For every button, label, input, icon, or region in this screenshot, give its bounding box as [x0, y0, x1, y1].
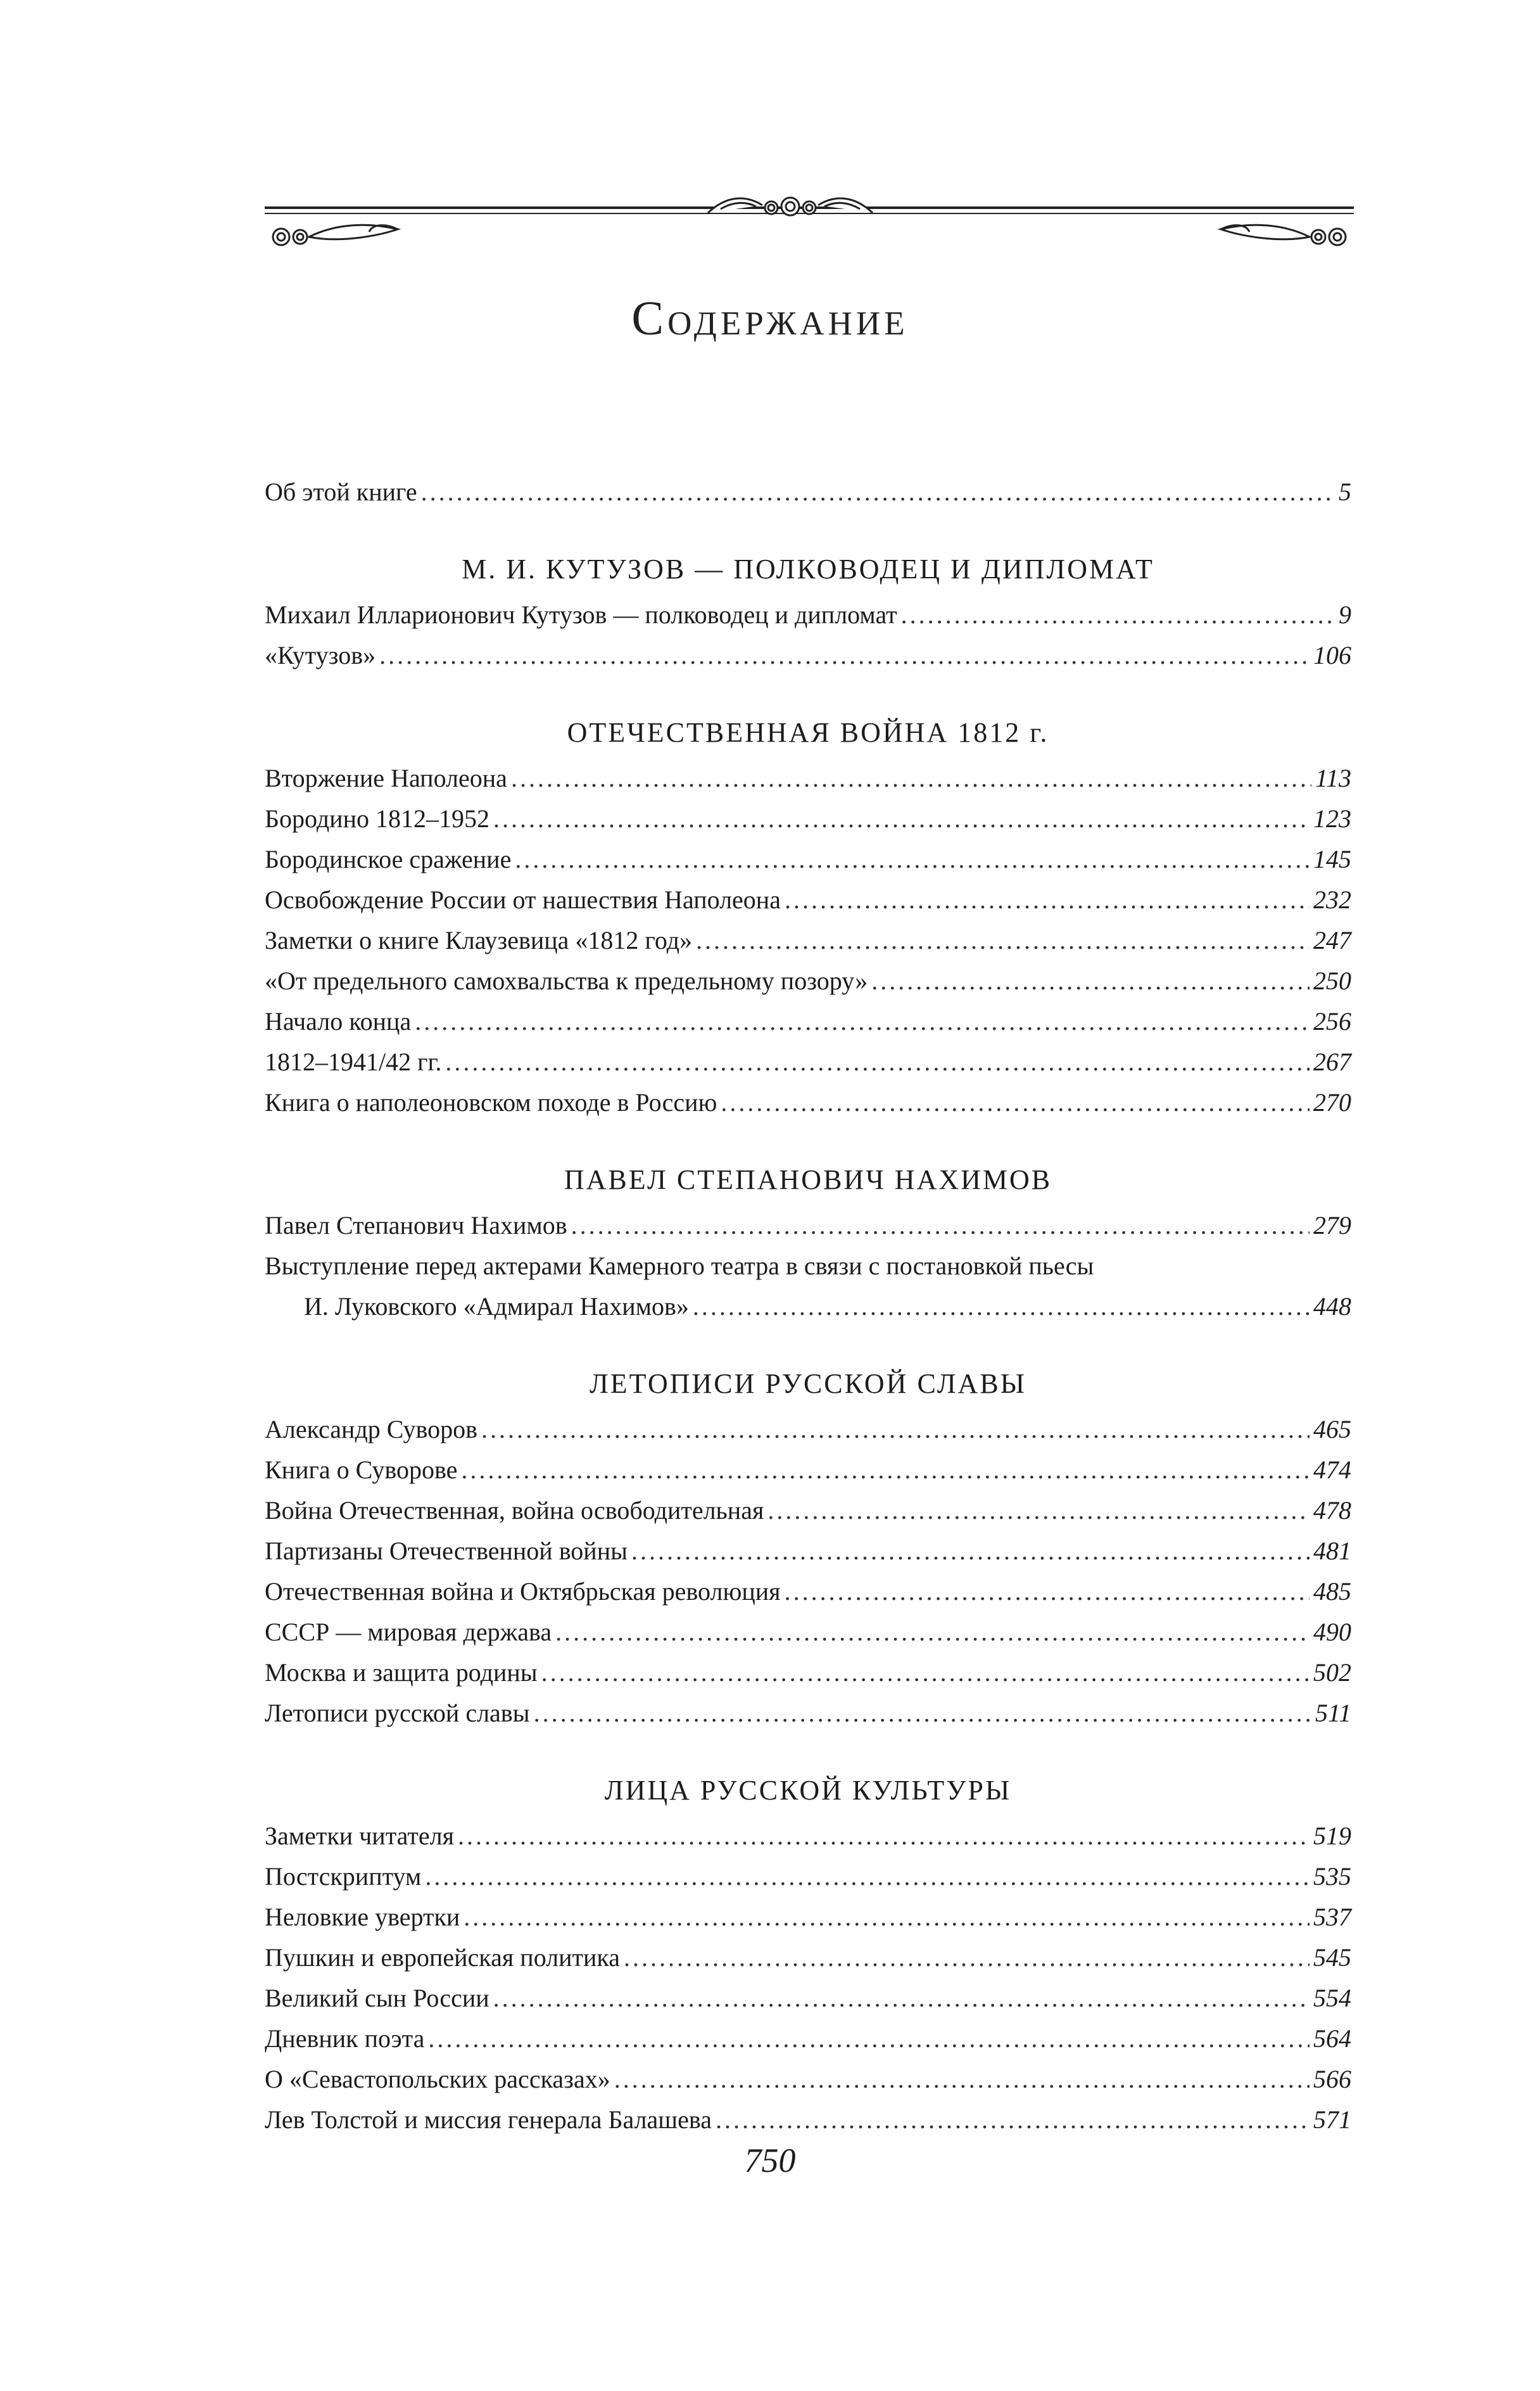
section-heading: ЛЕТОПИСИ РУССКОЙ СЛАВЫ [589, 1368, 1027, 1399]
toc-entry-page: 490 [1313, 1618, 1351, 1646]
toc-entry-title: Освобождение России от нашествия Наполеона [265, 885, 781, 914]
dot-leader [631, 1531, 1310, 1571]
dot-leader [428, 2019, 1310, 2059]
toc-entry[interactable] [265, 961, 1351, 1001]
toc-entry-title: Михаил Илларионович Кутузов — полководец и дипломат [265, 600, 897, 629]
dot-leader [461, 1450, 1310, 1490]
toc-entry-title-line2: И. Луковского «Адмирал Нахимов» [304, 1292, 689, 1321]
toc-entry-title: Постскриптум [265, 1862, 422, 1891]
toc-entry-page: 474 [1313, 1456, 1351, 1484]
toc-entry-title: Неловкие увертки [265, 1903, 460, 1931]
toc-entry-title: «Кутузов» [265, 641, 376, 669]
toc-entry[interactable] [265, 1001, 1351, 1042]
toc-entry-page: 465 [1313, 1415, 1351, 1443]
toc-entry-page: 123 [1313, 804, 1351, 833]
page-number: 750 [744, 2141, 796, 2179]
dot-leader [534, 1693, 1311, 1734]
toc-entry-title: Дневник поэта [265, 2024, 425, 2053]
toc-entry-page: 270 [1313, 1088, 1351, 1117]
toc-entry-title: Книга о Суворове [265, 1456, 458, 1484]
toc-entry[interactable] [265, 1693, 1351, 1734]
section-heading: ОТЕЧЕСТВЕННАЯ ВОЙНА 1812 г. [567, 717, 1049, 748]
toc-entry[interactable] [265, 1082, 1351, 1123]
dot-leader [464, 1897, 1310, 1938]
dot-leader [493, 1978, 1310, 2019]
toc-entry[interactable] [265, 2019, 1351, 2059]
toc-entry-title: О «Севастопольских рассказах» [265, 2065, 610, 2093]
toc-entry[interactable] [265, 595, 1351, 635]
dot-leader [871, 961, 1310, 1001]
dot-leader [445, 1042, 1310, 1082]
toc-entry-page: 564 [1313, 2024, 1351, 2053]
dot-leader [515, 839, 1310, 880]
dot-leader [458, 1816, 1310, 1856]
toc-entry[interactable] [265, 1571, 1351, 1612]
toc-entry[interactable] [265, 1531, 1351, 1571]
toc-entry-page: 113 [1315, 764, 1351, 792]
toc-entry[interactable] [265, 1897, 1351, 1938]
toc-entry[interactable] [265, 635, 1351, 676]
toc-entry[interactable] [265, 1938, 1351, 1978]
toc-entry-title: 1812–1941/42 гг. [265, 1048, 442, 1076]
dot-leader [696, 920, 1310, 961]
toc-entry-title: Отечественная война и Октябрьская революция [265, 1577, 781, 1606]
toc-entry-page: 554 [1313, 1984, 1351, 2012]
toc-entry[interactable] [265, 1490, 1351, 1531]
toc-entry-title: Начало конца [265, 1007, 412, 1036]
toc-entry-page: 279 [1313, 1211, 1351, 1240]
toc-entry[interactable] [265, 1450, 1351, 1490]
toc-entry[interactable] [265, 839, 1351, 880]
dot-leader [785, 880, 1310, 920]
table-of-contents [265, 472, 1351, 2140]
toc-entry-title: Заметки читателя [265, 1822, 454, 1850]
toc-entry-page: 537 [1313, 1903, 1351, 1931]
toc-entry-page: 267 [1313, 1048, 1351, 1076]
dot-leader [541, 1652, 1310, 1693]
toc-entry-title: Партизаны Отечественной войны [265, 1537, 628, 1565]
toc-entry-page: 478 [1313, 1496, 1351, 1525]
dot-leader [721, 1082, 1310, 1123]
toc-entry-title: Лев Толстой и миссия генерала Балашева [265, 2105, 712, 2134]
toc-entry-title: Пушкин и европейская политика [265, 1943, 620, 1972]
toc-entry-title: Об этой книге [265, 478, 417, 506]
toc-entry-title: «От предельного самохвальства к предельному позору» [265, 967, 868, 995]
toc-entry-page: 571 [1313, 2105, 1351, 2134]
toc-entry[interactable] [265, 2100, 1351, 2140]
toc-entry-page: 448 [1313, 1292, 1351, 1321]
toc-entry-page: 256 [1313, 1007, 1351, 1036]
toc-entry[interactable] [265, 2059, 1351, 2100]
toc-entry-page: 232 [1313, 885, 1351, 914]
toc-entry[interactable] [265, 1246, 1351, 1286]
toc-entry-title: Москва и защита родины [265, 1658, 538, 1687]
toc-entry-title: Александр Суворов [265, 1415, 477, 1443]
toc-entry[interactable] [265, 1652, 1351, 1693]
toc-entry[interactable] [265, 880, 1351, 920]
toc-entry-page: 5 [1339, 478, 1351, 506]
dot-leader [415, 1001, 1310, 1042]
toc-entry-title: Бородино 1812–1952 [265, 804, 489, 833]
toc-entry[interactable] [265, 758, 1351, 799]
toc-entry-page: 566 [1313, 2065, 1351, 2093]
dot-leader [493, 799, 1310, 839]
toc-entry-title: Павел Степанович Нахимов [265, 1211, 567, 1240]
toc-entry-page: 250 [1313, 967, 1351, 995]
toc-entry-title: Летописи русской славы [265, 1699, 530, 1727]
dot-leader [901, 595, 1335, 635]
toc-entry-page: 535 [1313, 1862, 1351, 1891]
toc-entry-page: 511 [1315, 1699, 1351, 1727]
dot-leader [693, 1286, 1310, 1327]
dot-leader [785, 1571, 1310, 1612]
dot-leader [481, 1409, 1310, 1450]
toc-entry-title: Книга о наполеоновском походе в Россию [265, 1088, 717, 1117]
toc-entry-page: 519 [1313, 1822, 1351, 1850]
dot-leader [421, 472, 1335, 512]
dot-leader [767, 1490, 1310, 1531]
toc-entry-page: 9 [1339, 600, 1351, 629]
toc-entry-title: СССР — мировая держава [265, 1618, 552, 1646]
toc-entry-title: Великий сын России [265, 1984, 489, 2012]
toc-entry[interactable] [265, 799, 1351, 839]
toc-entry[interactable] [265, 472, 1351, 512]
toc-entry-title: Заметки о книге Клаузевица «1812 год» [265, 926, 693, 954]
page-title: Содержание [631, 292, 909, 345]
toc-entry[interactable] [265, 1978, 1351, 2019]
toc-entry-page: 247 [1313, 926, 1351, 954]
dot-leader [555, 1612, 1310, 1652]
dot-leader [511, 758, 1311, 799]
toc-entry-continuation[interactable] [265, 1286, 1351, 1327]
toc-entry-page: 485 [1313, 1577, 1351, 1606]
section-heading: ЛИЦА РУССКОЙ КУЛЬТУРЫ [604, 1775, 1012, 1806]
dot-leader [614, 2059, 1310, 2100]
dot-leader [379, 635, 1310, 676]
toc-entry-title: Война Отечественная, война освободительная [265, 1496, 764, 1525]
toc-entry-page: 106 [1313, 641, 1351, 669]
toc-entry[interactable] [265, 1042, 1351, 1082]
dot-leader [624, 1938, 1310, 1978]
toc-entry[interactable] [265, 1205, 1351, 1246]
toc-entry-title: Вторжение Наполеона [265, 764, 507, 792]
toc-entry-page: 145 [1313, 845, 1351, 873]
toc-entry-title: Выступление перед актерами Камерного театра в связи с постановкой пьесы [265, 1252, 1094, 1280]
section-heading: ПАВЕЛ СТЕПАНОВИЧ НАХИМОВ [564, 1164, 1052, 1195]
toc-entry-title: Бородинское сражение [265, 845, 512, 873]
toc-entry[interactable] [265, 920, 1351, 961]
toc-entry-page: 545 [1313, 1943, 1351, 1972]
section-heading: М. И. КУТУЗОВ — ПОЛКОВОДЕЦ И ДИПЛОМАТ [462, 554, 1154, 585]
header-ornament [265, 196, 1354, 253]
toc-entry-page: 481 [1313, 1537, 1351, 1565]
toc-entry[interactable] [265, 1816, 1351, 1856]
dot-leader [571, 1205, 1310, 1246]
dot-leader [716, 2100, 1310, 2140]
toc-entry[interactable] [265, 1612, 1351, 1652]
toc-entry[interactable] [265, 1856, 1351, 1897]
dot-leader [425, 1856, 1310, 1897]
toc-entry[interactable] [265, 1409, 1351, 1450]
toc-entry-page: 502 [1313, 1658, 1351, 1687]
